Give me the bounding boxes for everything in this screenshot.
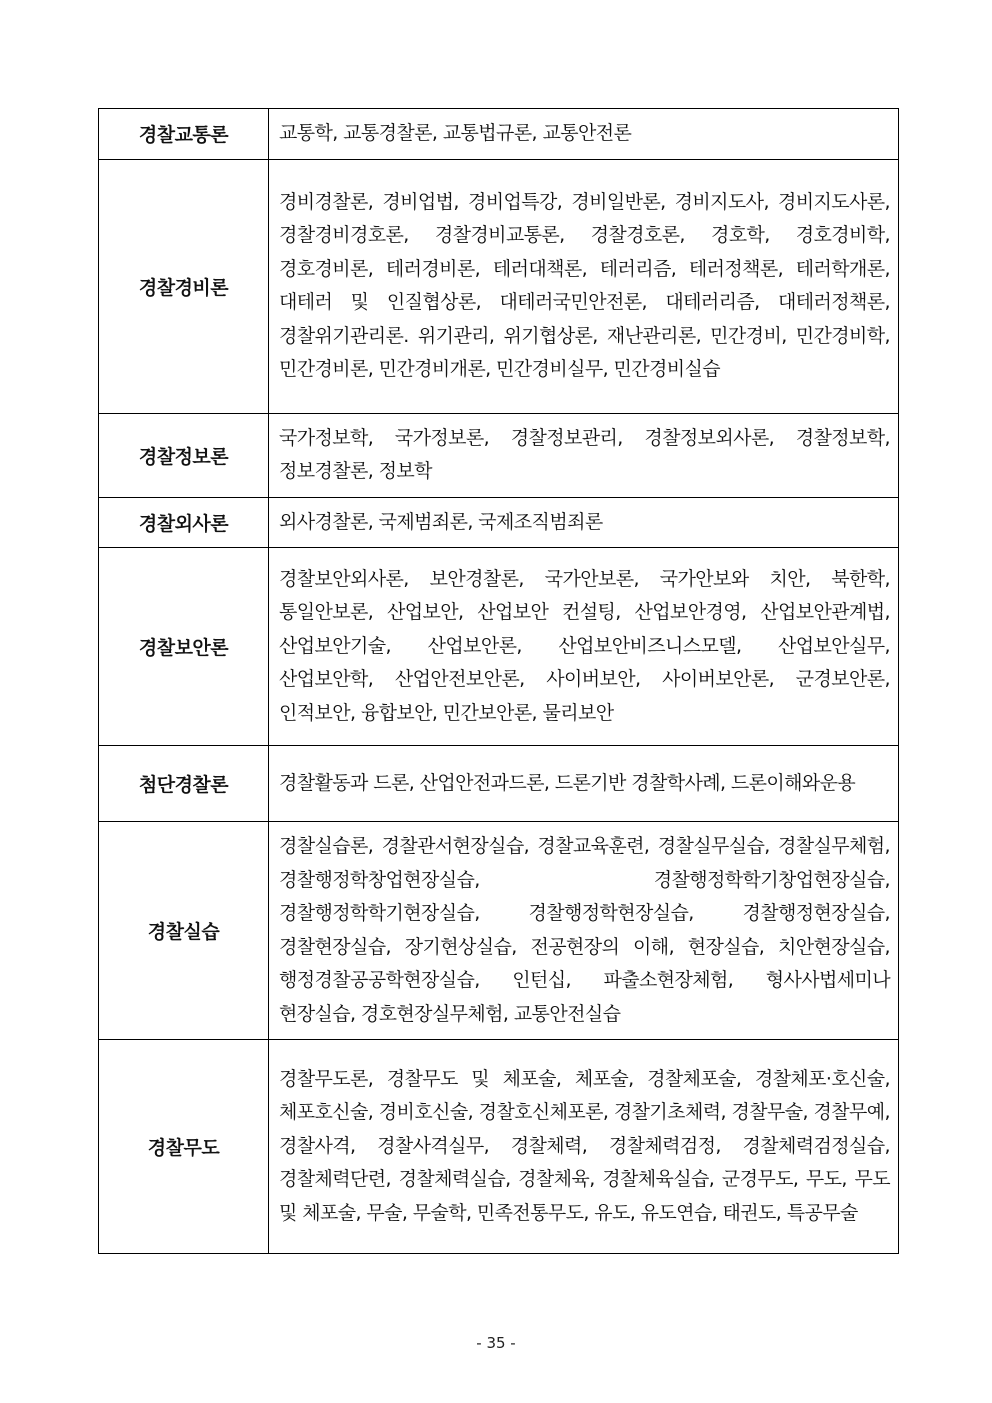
table-row [99,109,899,160]
subjects-cell: 경찰활동과 드론, 산업안전과드론, 드론기반 경찰학사례, 드론이해와운용 [269,746,899,822]
category-cell: 경찰정보론 [99,413,269,497]
table-row [99,413,899,497]
page-number: - 35 - [476,1334,516,1352]
category-cell: 경찰경비론 [99,159,269,413]
category-cell: 첨단경찰론 [99,746,269,822]
subjects-cell: 교통학, 교통경찰론, 교통법규론, 교통안전론 [269,109,899,160]
category-cell: 경찰무도 [99,1040,269,1254]
table-row [99,548,899,746]
table-row [99,746,899,822]
subjects-cell: 국가정보학, 국가정보론, 경찰정보관리, 경찰정보외사론, 경찰정보학, 정보경찰론, 정보학 [269,413,899,497]
category-cell: 경찰외사론 [99,497,269,548]
table-row [99,1040,899,1254]
category-cell: 경찰실습 [99,822,269,1040]
subject-classification-table [98,108,899,1254]
subjects-cell: 외사경찰론, 국제범죄론, 국제조직범죄론 [269,497,899,548]
category-cell: 경찰보안론 [99,548,269,746]
subjects-cell: 경비경찰론, 경비업법, 경비업특강, 경비일반론, 경비지도사, 경비지도사론, 경찰경비경호론, 경찰경비교통론, 경찰경호론, 경호학, 경호경비학, 경호경비론, 테러경비론, 테러대책론, 테러리즘, 테러정책론, 테러학개론, 대테러 및 인질협상론, 대테러국민안전론, 대테러리즘, 대테러정책론, 경찰위기관리론. 위기관리, 위기협상론, 재난관리론, 민간경비, 민간경비학, 민간경비론, 민간경비개론, 민간경비실무, 민간경비실습 [269,159,899,413]
table-row [99,822,899,1040]
subjects-cell: 경찰보안외사론, 보안경찰론, 국가안보론, 국가안보와 치안, 북한학, 통일안보론, 산업보안, 산업보안 컨설팅, 산업보안경영, 산업보안관계법, 산업보안기술, 산업보안론, 산업보안비즈니스모델, 산업보안실무, 산업보안학, 산업안전보안론, 사이버보안, 사이버보안론, 군경보안론, 인적보안, 융합보안, 민간보안론, 물리보안 [269,548,899,746]
table-row [99,159,899,413]
subjects-cell: 경찰실습론, 경찰관서현장실습, 경찰교육훈련, 경찰실무실습, 경찰실무체험, 경찰행정학창업현장실습, 경찰행정학학기창업현장실습, 경찰행정학학기현장실습, 경찰행정학현장실습, 경찰행정현장실습, 경찰현장실습, 장기현상실습, 전공현장의 이해, 현장실습, 치안현장실습, 행정경찰공공학현장실습, 인턴십, 파출소현장체험, 형사사법세미나 현장실습, 경호현장실무체험, 교통안전실습 [269,822,899,1040]
table-row [99,497,899,548]
category-cell: 경찰교통론 [99,109,269,160]
subjects-cell: 경찰무도론, 경찰무도 및 체포술, 체포술, 경찰체포술, 경찰체포·호신술, 체포호신술, 경비호신술, 경찰호신체포론, 경찰기초체력, 경찰무술, 경찰무예, 경찰사격, 경찰사격실무, 경찰체력, 경찰체력검정, 경찰체력검정실습, 경찰체력단련, 경찰체력실습, 경찰체육, 경찰체육실습, 군경무도, 무도, 무도 및 체포술, 무술, 무술학, 민족전통무도, 유도, 유도연습, 태권도, 특공무술 [269,1040,899,1254]
